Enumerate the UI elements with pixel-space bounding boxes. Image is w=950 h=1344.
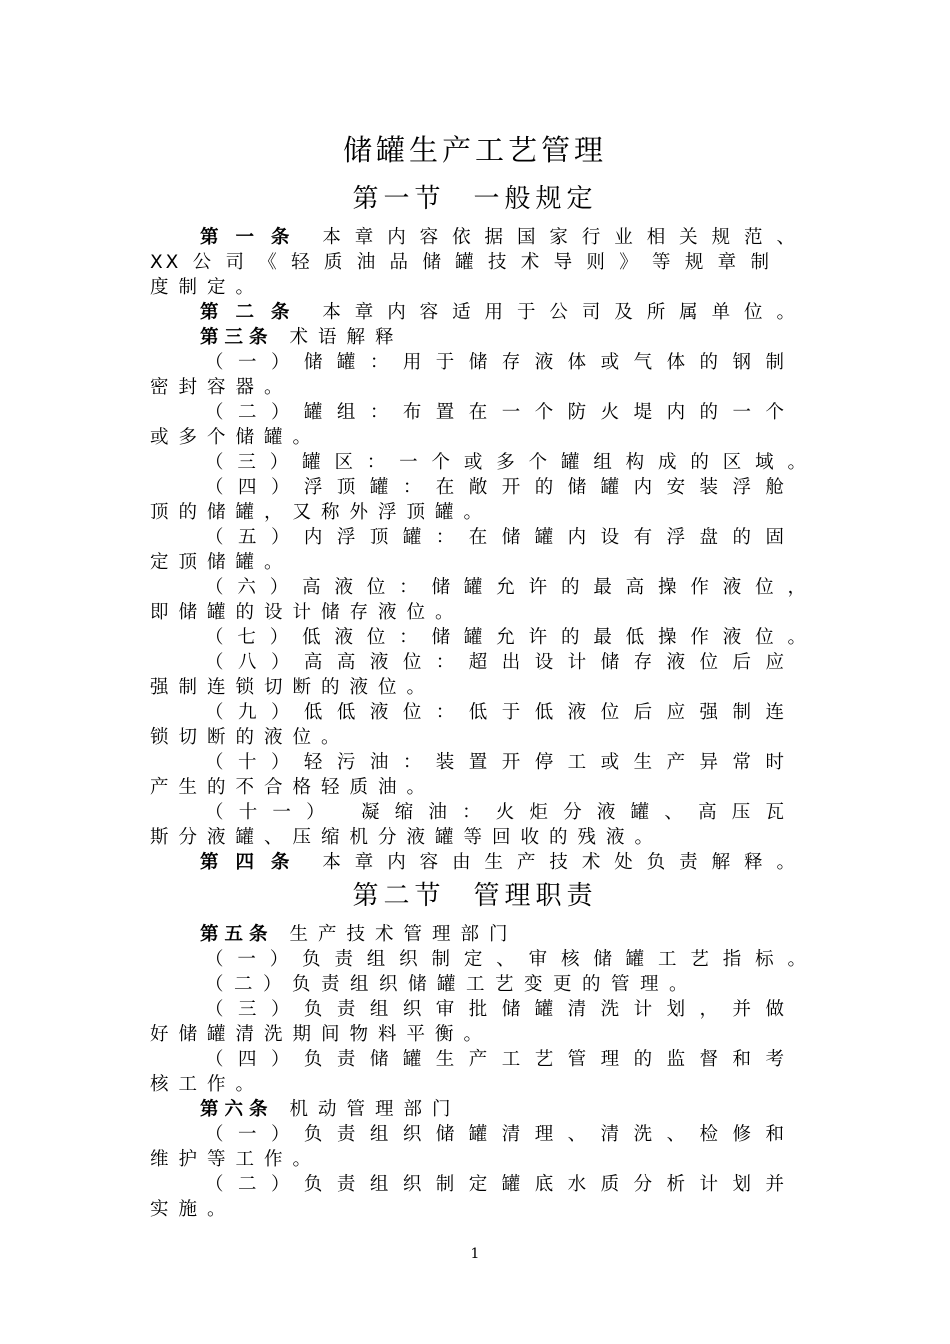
art6-item-1-line-2: 维护等工作。 [150,1149,322,1170]
article-label: 第二条 [200,302,307,323]
term-1-line-2: 密封容器。 [150,377,293,398]
article-1-line-1: 第一条 本章内容依据国家行业相关规范、 [200,227,798,248]
section-number: 第二节 [352,881,446,911]
term-11-line-2: 斯分液罐、压缩机分液罐等回收的残液。 [150,827,664,848]
term-2-line-2: 或多个储罐。 [150,427,322,448]
term-10-line-2: 产生的不合格轻质油。 [150,777,436,798]
term-9-line-1: （九）低低液位：低于低液位后应强制连 [205,702,787,723]
term-9-line-2: 锁切断的液位。 [150,727,350,748]
article-5: 第五条 生产技术管理部门 [200,924,518,945]
art5-item-4-line-2: 核工作。 [150,1074,265,1095]
document-title: 储罐生产工艺管理 [342,133,607,167]
term-8-line-2: 强制连锁切断的液位。 [150,677,436,698]
term-6-line-2: 即储罐的设计储存液位。 [150,602,464,623]
term-4-line-1: （四）浮顶罐：在敞开的储罐内安装浮舱 [205,477,787,498]
term-4-line-2: 顶的储罐，又称外浮顶罐。 [150,502,493,523]
article-1-line-3: 度制定。 [150,277,265,298]
article-6: 第六条 机动管理部门 [200,1099,461,1120]
article-label: 第一条 [200,227,307,248]
term-11-line-1: （十一） 凝缩油：火炬分液罐、高压瓦 [205,802,787,823]
term-5-line-1: （五）内浮顶罐：在储罐内设有浮盘的固 [205,527,787,548]
section-heading-1 [0,181,950,217]
term-10-line-1: （十）轻污油：装置开停工或生产异常时 [205,752,787,773]
term-1-line-1: （一）储罐：用于储存液体或气体的钢制 [205,352,787,373]
art5-item-3-line-1: （三）负责组织审批储罐清洗计划，并做 [205,999,787,1020]
art5-item-4-line-1: （四）负责储罐生产工艺管理的监督和考 [205,1049,787,1070]
section-name: 管理职责 [473,881,598,911]
article-3: 第三条 术语解释 [200,327,404,348]
article-label: 第三条 [200,327,274,348]
art6-item-2-line-1: （二）负责组织制定罐底水质分析计划并 [205,1174,787,1195]
art5-item-3-line-2: 好储罐清洗期间物料平衡。 [150,1024,493,1045]
term-6-line-1: （六）高液位：储罐允许的最高操作液位， [205,577,809,598]
section-number: 第一节 [352,184,446,214]
section-heading-2 [0,878,950,914]
section-name: 一般规定 [473,184,598,214]
article-label: 第五条 [200,924,274,945]
art5-item-2: （二）负责组织储罐工艺变更的管理。 [205,974,699,995]
term-3-line-1: （三）罐区：一个或多个罐组构成的区域。 [205,452,809,473]
art5-item-1: （一）负责组织制定、审核储罐工艺指标。 [205,949,809,970]
term-8-line-1: （八）高高液位：超出设计储存液位后应 [205,652,787,673]
article-4: 第四条 本章内容由生产技术处负责解释。 [200,852,798,873]
article-label: 第四条 [200,852,307,873]
article-label: 第六条 [200,1099,274,1120]
art6-item-2-line-2: 实施。 [150,1199,236,1220]
term-5-line-2: 定顶储罐。 [150,552,293,573]
art6-item-1-line-1: （一）负责组织储罐清理、清洗、检修和 [205,1124,787,1145]
term-7-line-1: （七）低液位：储罐允许的最低操作液位。 [205,627,809,648]
page-number: 1 [470,1246,480,1262]
article-2: 第二条 本章内容适用于公司及所属单位。 [200,302,798,323]
article-1-line-2: XX公司《轻质油品储罐技术导则》等规章制 [150,252,772,273]
term-2-line-1: （二）罐组：布置在一个防火堤内的一个 [205,402,787,423]
